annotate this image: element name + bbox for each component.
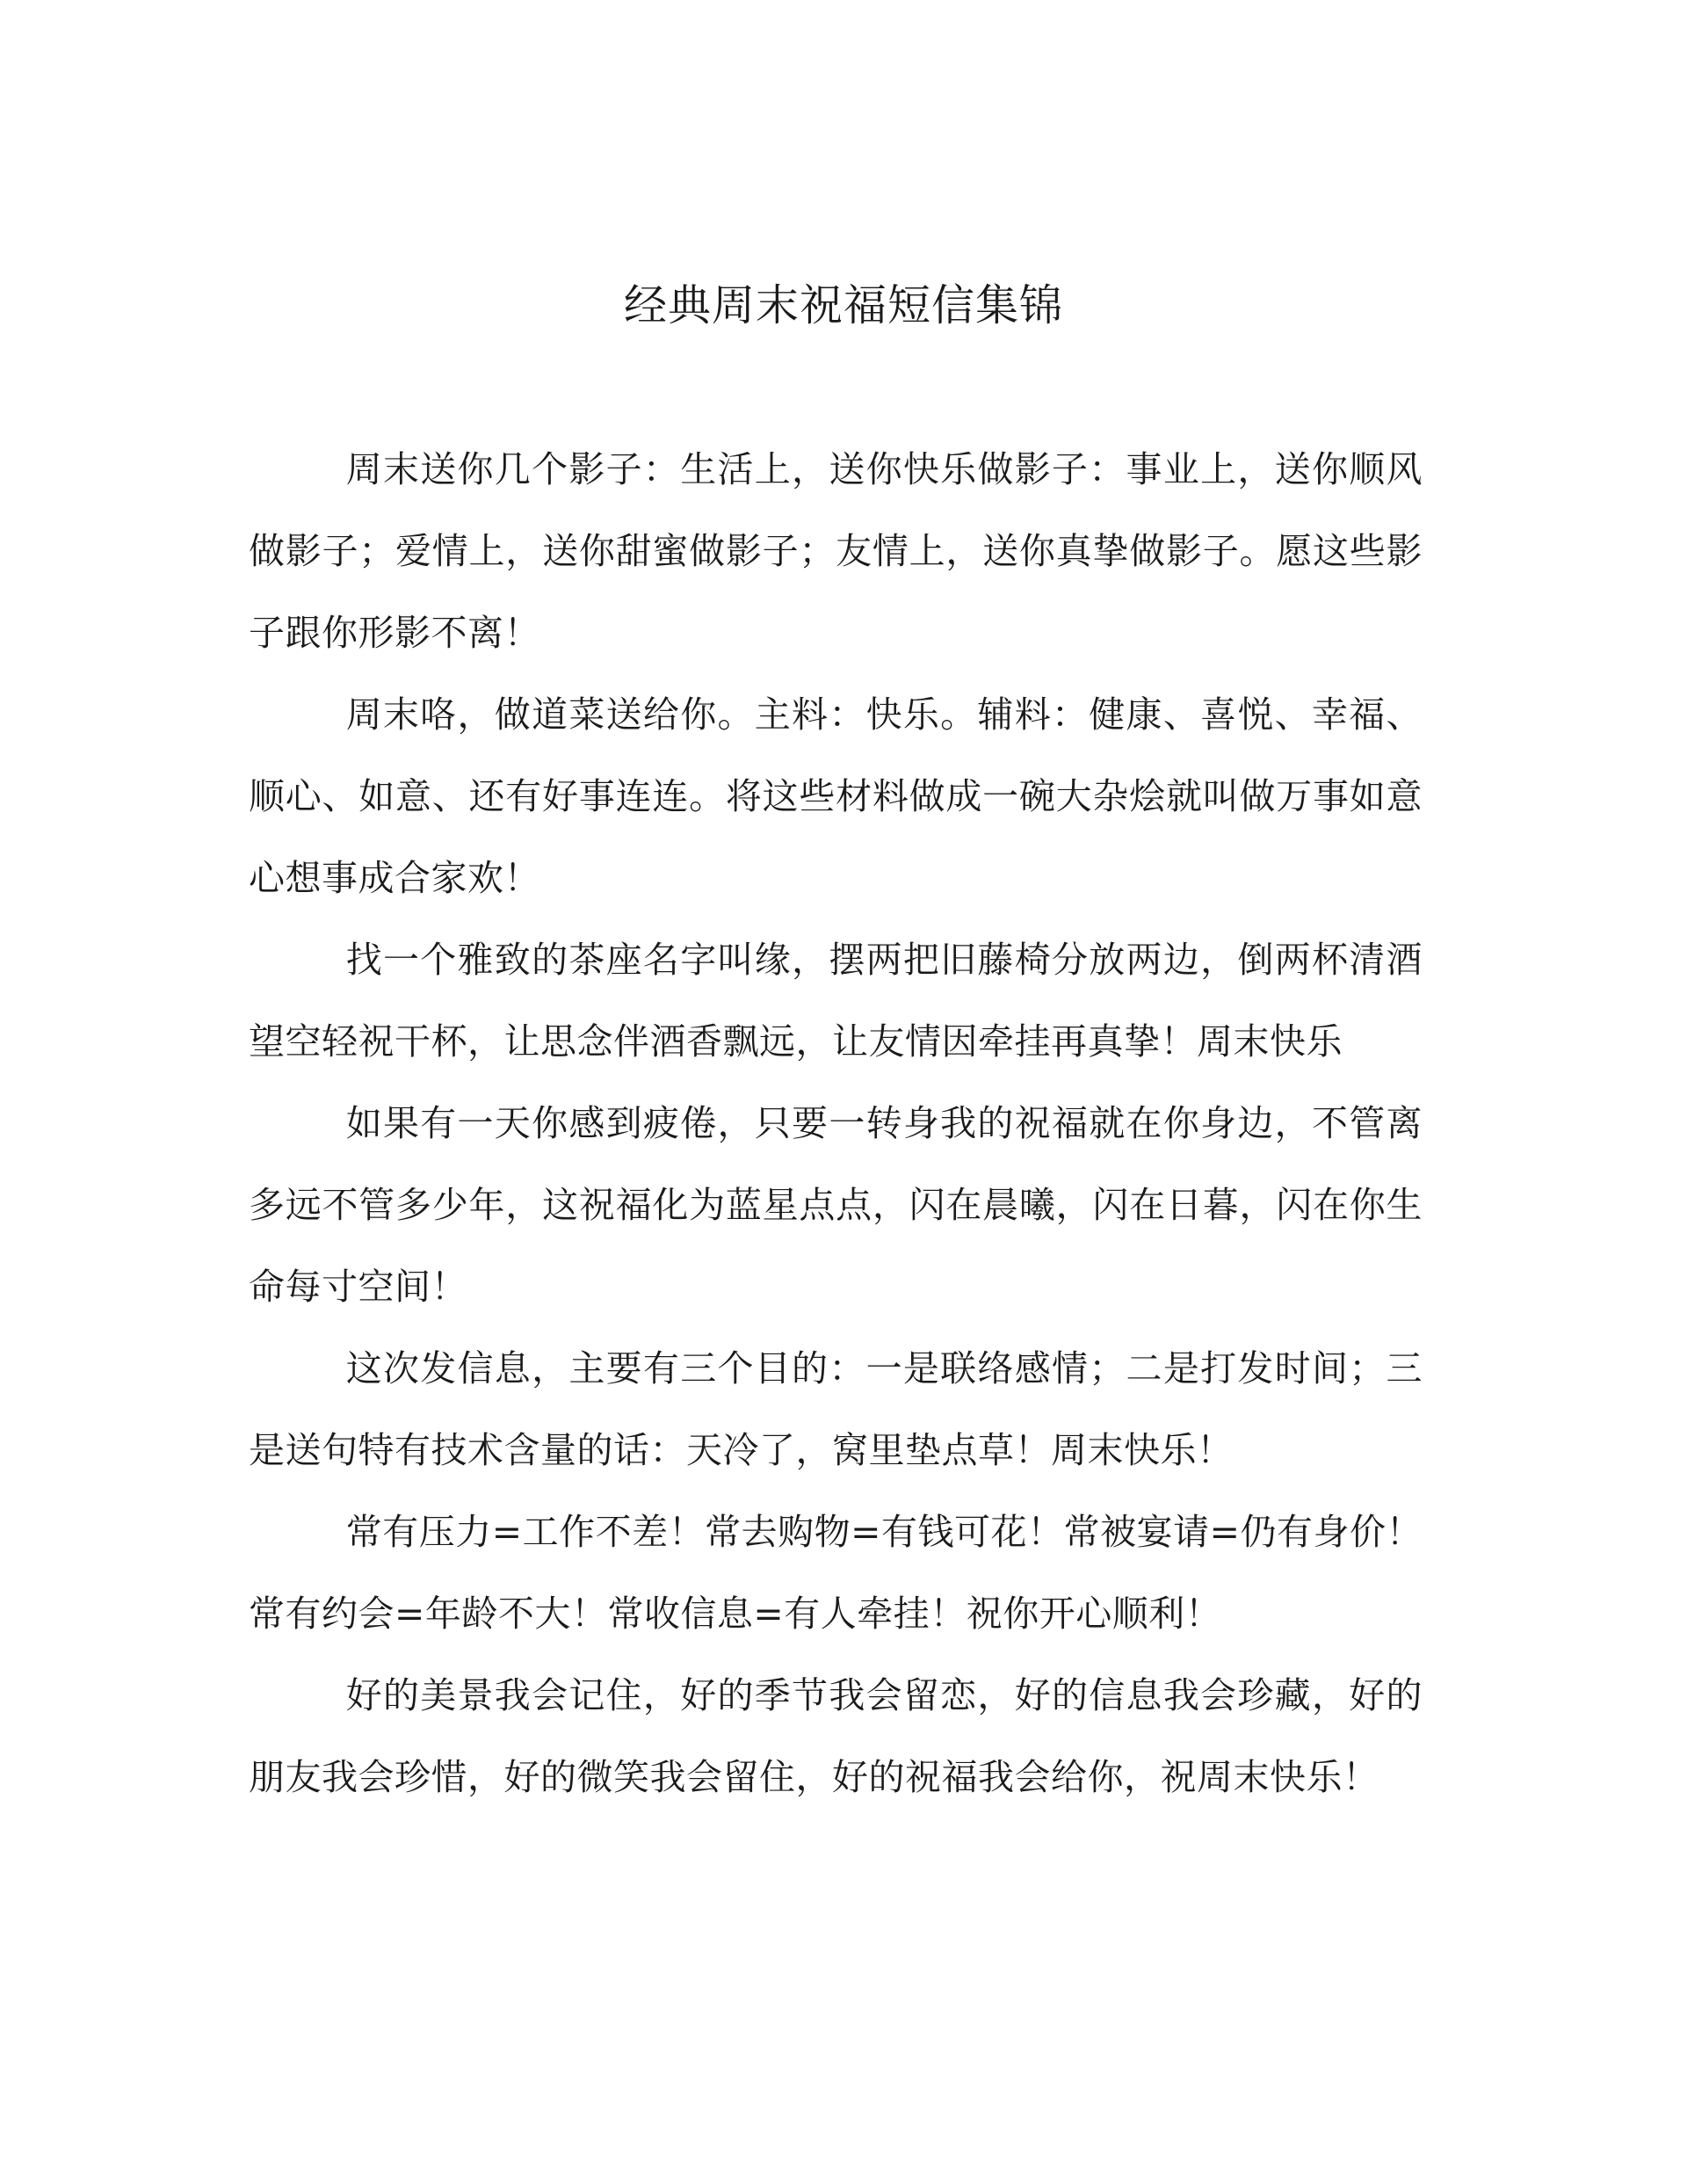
document-body <box>249 429 1423 1818</box>
paragraph-7: 好的美景我会记住，好的季节我会留恋，好的信息我会珍藏，好的朋友我会珍惜，好的微笑我会留住，好的祝福我会给你，祝周末快乐！ <box>249 1674 1423 1798</box>
paragraph-3: 找一个雅致的茶座名字叫缘，摆两把旧藤椅分放两边，倒两杯清酒望空轻祝干杯，让思念伴酒香飘远，让友情因牵挂再真挚！周末快乐 <box>249 939 1423 1063</box>
paragraph-4: 如果有一天你感到疲倦，只要一转身我的祝福就在你身边，不管离多远不管多少年，这祝福化为蓝星点点，闪在晨曦，闪在日暮，闪在你生命每寸空间！ <box>249 1102 1423 1308</box>
page-title: 经典周末祝福短信集锦 <box>623 280 1063 330</box>
paragraph-5: 这次发信息，主要有三个目的：一是联络感情；二是打发时间；三是送句特有技术含量的话：天冷了，窝里垫点草！周末快乐！ <box>249 1347 1423 1471</box>
paragraph-2: 周末咯，做道菜送给你。主料：快乐。辅料：健康、喜悦、幸福、顺心、如意、还有好事连连。将这些材料做成一碗大杂烩就叫做万事如意心想事成合家欢！ <box>249 693 1423 899</box>
paragraph-6: 常有压力=工作不差！常去购物=有钱可花！常被宴请=仍有身价！常有约会=年龄不大！常收信息=有人牵挂！祝你开心顺利！ <box>249 1511 1423 1635</box>
paragraph-1: 周末送你几个影子：生活上，送你快乐做影子：事业上，送你顺风做影子；爱情上，送你甜蜜做影子；友情上，送你真挚做影子。愿这些影子跟你形影不离！ <box>249 448 1423 654</box>
